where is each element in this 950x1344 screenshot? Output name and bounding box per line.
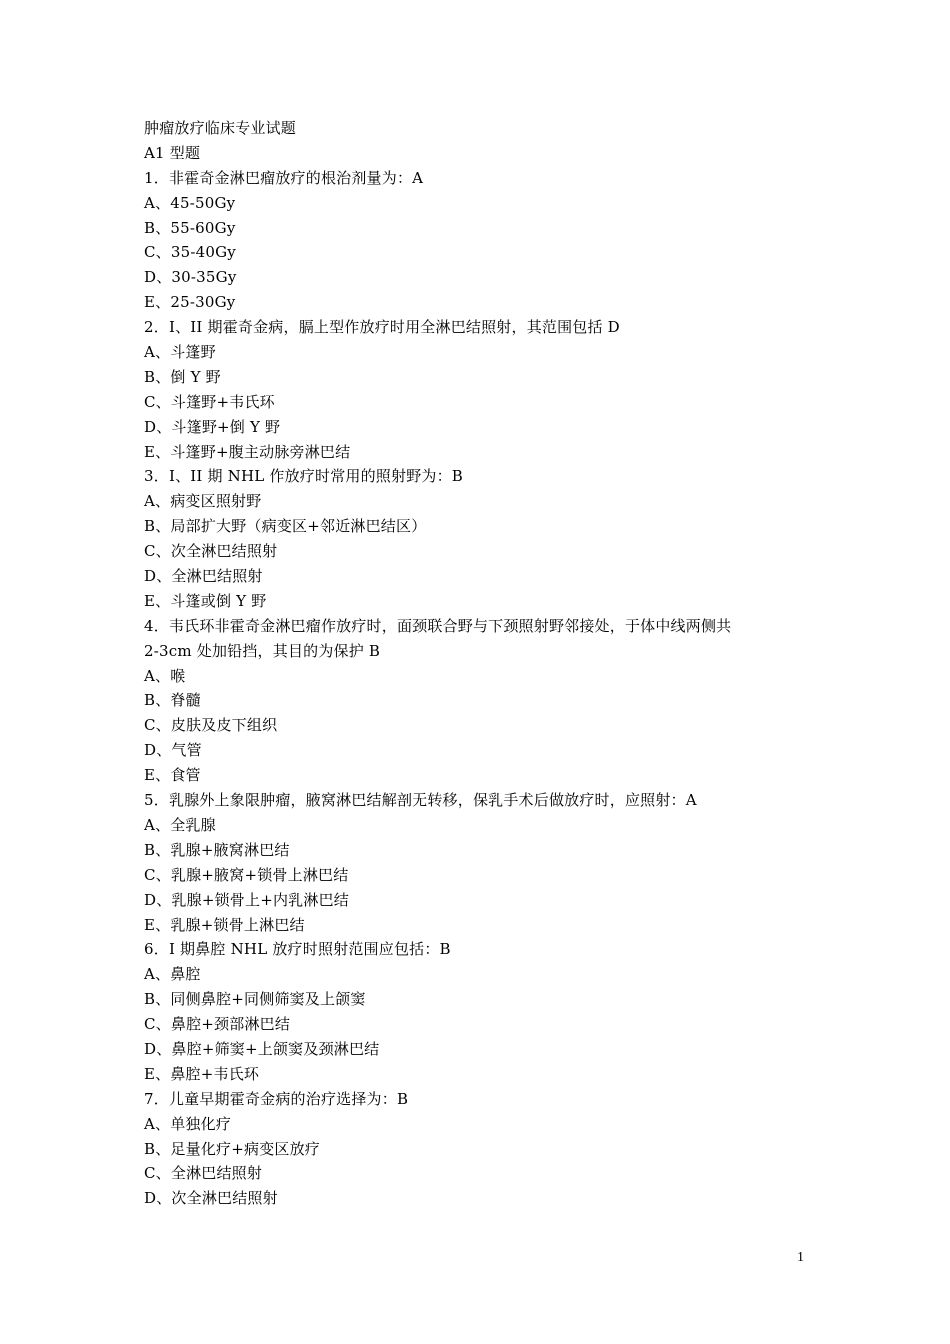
answer-option: A、病变区照射野: [144, 492, 262, 511]
answer-option: A、喉: [144, 666, 186, 685]
document-title: 肿瘤放疗临床专业试题: [144, 119, 297, 137]
question-list: [144, 166, 816, 1211]
answer-option: A、单独化疗: [144, 1114, 232, 1133]
question-stem: 4．韦氏环非霍奇金淋巴瘤作放疗时，面颈联合野与下颈照射野邻接处，于体中线两侧共: [144, 616, 732, 635]
question-stem: 3．I、II 期 NHL 作放疗时常用的照射野为：B: [144, 467, 464, 486]
question-stem: 2．I、II 期霍奇金病，膈上型作放疗时用全淋巴结照射，其范围包括 D: [144, 318, 620, 337]
document-body: [144, 116, 816, 1211]
answer-option: E、斗篷野+腹主动脉旁淋巴结: [144, 442, 351, 461]
answer-option: B、55-60Gy: [144, 218, 236, 237]
answer-option: E、食管: [144, 766, 201, 785]
answer-option: D、气管: [144, 741, 202, 760]
answer-option: E、鼻腔+韦氏环: [144, 1064, 260, 1083]
answer-option: B、同侧鼻腔+同侧筛窦及上颌窦: [144, 990, 366, 1009]
answer-option: A、斗篷野: [144, 343, 216, 362]
answer-option: A、45-50Gy: [144, 193, 236, 212]
answer-option: C、乳腺+腋窝+锁骨上淋巴结: [144, 865, 349, 884]
question-stem: 5．乳腺外上象限肿瘤，腋窝淋巴结解剖无转移，保乳手术后做放疗时，应照射：A: [144, 791, 697, 810]
answer-option: B、倒 Y 野: [144, 367, 221, 386]
answer-option: C、全淋巴结照射: [144, 1164, 263, 1183]
answer-option: D、次全淋巴结照射: [144, 1189, 278, 1208]
question-stem: 7．儿童早期霍奇金病的治疗选择为：B: [144, 1089, 409, 1108]
answer-option: B、乳腺+腋窝淋巴结: [144, 840, 290, 859]
answer-option: D、乳腺+锁骨上+内乳淋巴结: [144, 890, 349, 909]
answer-option: C、鼻腔+颈部淋巴结: [144, 1015, 291, 1034]
answer-option: E、乳腺+锁骨上淋巴结: [144, 915, 305, 934]
question-stem-continued: 2-3cm 处加铅挡，其目的为保护 B: [144, 641, 381, 660]
page-number: 1: [797, 1250, 804, 1265]
answer-option: E、斗篷或倒 Y 野: [144, 591, 267, 610]
question-stem: 1．非霍奇金淋巴瘤放疗的根治剂量为：A: [144, 168, 424, 187]
answer-option: C、皮肤及皮下组织: [144, 716, 278, 735]
section-heading: A1 型题: [144, 143, 201, 162]
answer-option: B、足量化疗+病变区放疗: [144, 1139, 320, 1158]
answer-option: C、35-40Gy: [144, 243, 236, 262]
answer-option: D、全淋巴结照射: [144, 567, 263, 586]
answer-option: B、脊髓: [144, 691, 201, 710]
answer-option: A、全乳腺: [144, 815, 216, 834]
answer-option: C、次全淋巴结照射: [144, 542, 278, 561]
answer-option: C、斗篷野+韦氏环: [144, 392, 275, 411]
answer-option: D、鼻腔+筛窦+上颌窦及颈淋巴结: [144, 1039, 380, 1058]
answer-option: B、局部扩大野（病变区+邻近淋巴结区）: [144, 517, 427, 536]
answer-option: A、鼻腔: [144, 965, 201, 984]
answer-option: D、30-35Gy: [144, 268, 237, 287]
answer-option: D、斗篷野+倒 Y 野: [144, 417, 281, 436]
question-stem: 6．I 期鼻腔 NHL 放疗时照射范围应包括：B: [144, 940, 451, 959]
answer-option: E、25-30Gy: [144, 293, 236, 312]
